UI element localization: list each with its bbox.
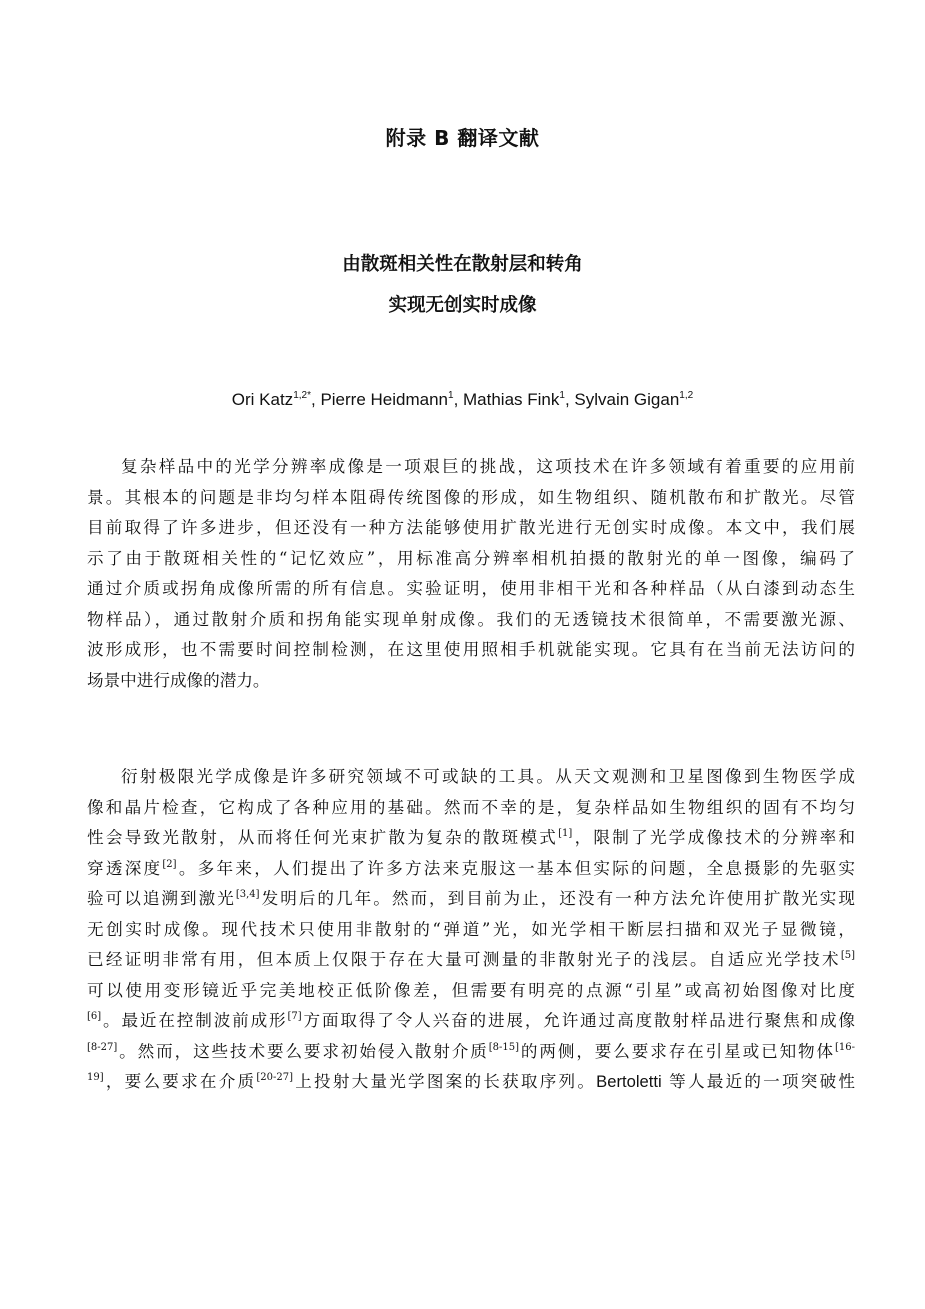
citation-ref: [1] — [558, 828, 573, 839]
abstract-line: 示了由于散斑相关性的“记忆效应”，用标准高分辨率相机拍摄的散射光的单一图像，编码了 — [87, 548, 855, 568]
author-affiliation: 1,2* — [293, 390, 311, 401]
intro-text: ，要么要求在介质 — [103, 1072, 257, 1091]
author-list — [0, 390, 925, 410]
abstract-line: 波形成形，也不需要时间控制检测，在这里使用照相手机就能实现。它具有在当前无法访问的 — [87, 640, 855, 659]
intro-text: Bertoletti — [596, 1072, 662, 1091]
abstract-line: 场景中进行成像的潜力。 — [87, 670, 270, 690]
author-name: Mathias Fink — [463, 390, 560, 409]
intro-line — [87, 823, 855, 854]
author-separator: , — [564, 390, 575, 409]
author-separator: , — [310, 390, 321, 409]
author-name: Ori Katz — [231, 390, 294, 409]
author-affiliation: 1 — [448, 390, 454, 401]
abstract-line: 景。其根本的问题是非均匀样本阻碍传统图像的形成，如生物组织、随机散布和扩散光。尽管 — [87, 487, 855, 507]
intro-line — [87, 1037, 855, 1068]
intro-text: 发明后的几年。然而，到目前为止，还没有一种方法允许使用扩散光实现 — [259, 889, 856, 908]
intro-text: 上投射大量光学图案的长获取序列。 — [292, 1072, 597, 1091]
citation-ref: 19] — [87, 1072, 104, 1083]
intro-text: 已经证明非常有用，但本质上仅限于存在大量可测量的非散射光子的浅层。自适应光学技术 — [87, 950, 841, 969]
intro-line — [87, 945, 855, 976]
intro-text: 的两侧，要么要求存在引星或已知物体 — [519, 1041, 835, 1061]
intro-line — [87, 884, 855, 915]
author-separator: , — [453, 390, 464, 409]
abstract-paragraph — [87, 452, 855, 696]
author-affiliation: 1,2 — [679, 390, 694, 401]
intro-text: 验可以追溯到激光 — [87, 889, 236, 908]
paper-title-line-2: 实现无创实时成像 — [388, 295, 537, 316]
citation-ref: [8-15] — [488, 1041, 519, 1053]
citation-ref: [3,4] — [235, 889, 260, 900]
abstract-line: 通过介质或拐角成像所需的所有信息。实验证明，使用非相干光和各种样品（从白漆到动态生 — [87, 579, 855, 598]
author-name: Sylvain Gigan — [574, 390, 680, 409]
citation-ref: [7] — [287, 1011, 302, 1022]
intro-text: 。多年来，人们提出了许多方法来克服这一基本但实际的问题，全息摄影的先驱实 — [176, 858, 856, 878]
intro-line: 像和晶片检查，它构成了各种应用的基础。然而不幸的是，复杂样品如生物组织的固有不均匀 — [87, 797, 855, 817]
abstract-line: 复杂样品中的光学分辨率成像是一项艰巨的挑战，这项技术在许多领域有着重要的应用前 — [121, 457, 855, 476]
citation-ref: [2] — [162, 858, 177, 870]
paper-title-line-1: 由散斑相关性在散射层和转角 — [342, 254, 583, 275]
intro-text: 。最近在控制波前成形 — [101, 1011, 288, 1030]
intro-text: 穿透深度 — [87, 858, 163, 878]
citation-ref: [20-27] — [256, 1072, 293, 1083]
abstract-line: 物样品），通过散射介质和拐角能实现单射成像。我们的无透镜技术很简单，不需要激光源、 — [87, 609, 855, 629]
intro-line: 衍射极限光学成像是许多研究领域不可或缺的工具。从天文观测和卫星图像到生物医学成 — [121, 767, 855, 786]
intro-line — [87, 1067, 855, 1098]
citation-ref: [6] — [87, 1011, 102, 1022]
citation-ref: [16- — [835, 1041, 856, 1053]
intro-text: 方面取得了令人兴奋的进展，允许通过高度散射样品进行聚焦和成像 — [301, 1011, 856, 1030]
appendix-title: 附录 B 翻译文献 — [385, 126, 540, 150]
intro-text: 等人最近的一项突破性 — [661, 1072, 856, 1091]
intro-line: 可以使用变形镜近乎完美地校正低阶像差，但需要有明亮的点源“引星”或高初始图像对比度 — [87, 980, 855, 1000]
intro-text: 。然而，这些技术要么要求初始侵入散射介质 — [117, 1041, 489, 1061]
intro-line: 无创实时成像。现代技术只使用非散射的“弹道”光，如光学相干断层扫描和双光子显微镜， — [87, 919, 855, 939]
citation-ref: [5] — [840, 950, 855, 961]
abstract-line: 目前取得了许多进步，但还没有一种方法能够使用扩散光进行无创实时成像。本文中，我们展 — [87, 518, 855, 537]
intro-line — [87, 1006, 855, 1037]
author-affiliation: 1 — [559, 390, 565, 401]
intro-line — [87, 854, 855, 885]
intro-text: 性会导致光散射，从而将任何光束扩散为复杂的散斑模式 — [87, 828, 559, 847]
intro-paragraph — [87, 762, 855, 1098]
citation-ref: [8-27] — [87, 1041, 118, 1053]
author-name: Pierre Heidmann — [320, 390, 448, 409]
intro-text: ，限制了光学成像技术的分辨率和 — [572, 828, 856, 847]
